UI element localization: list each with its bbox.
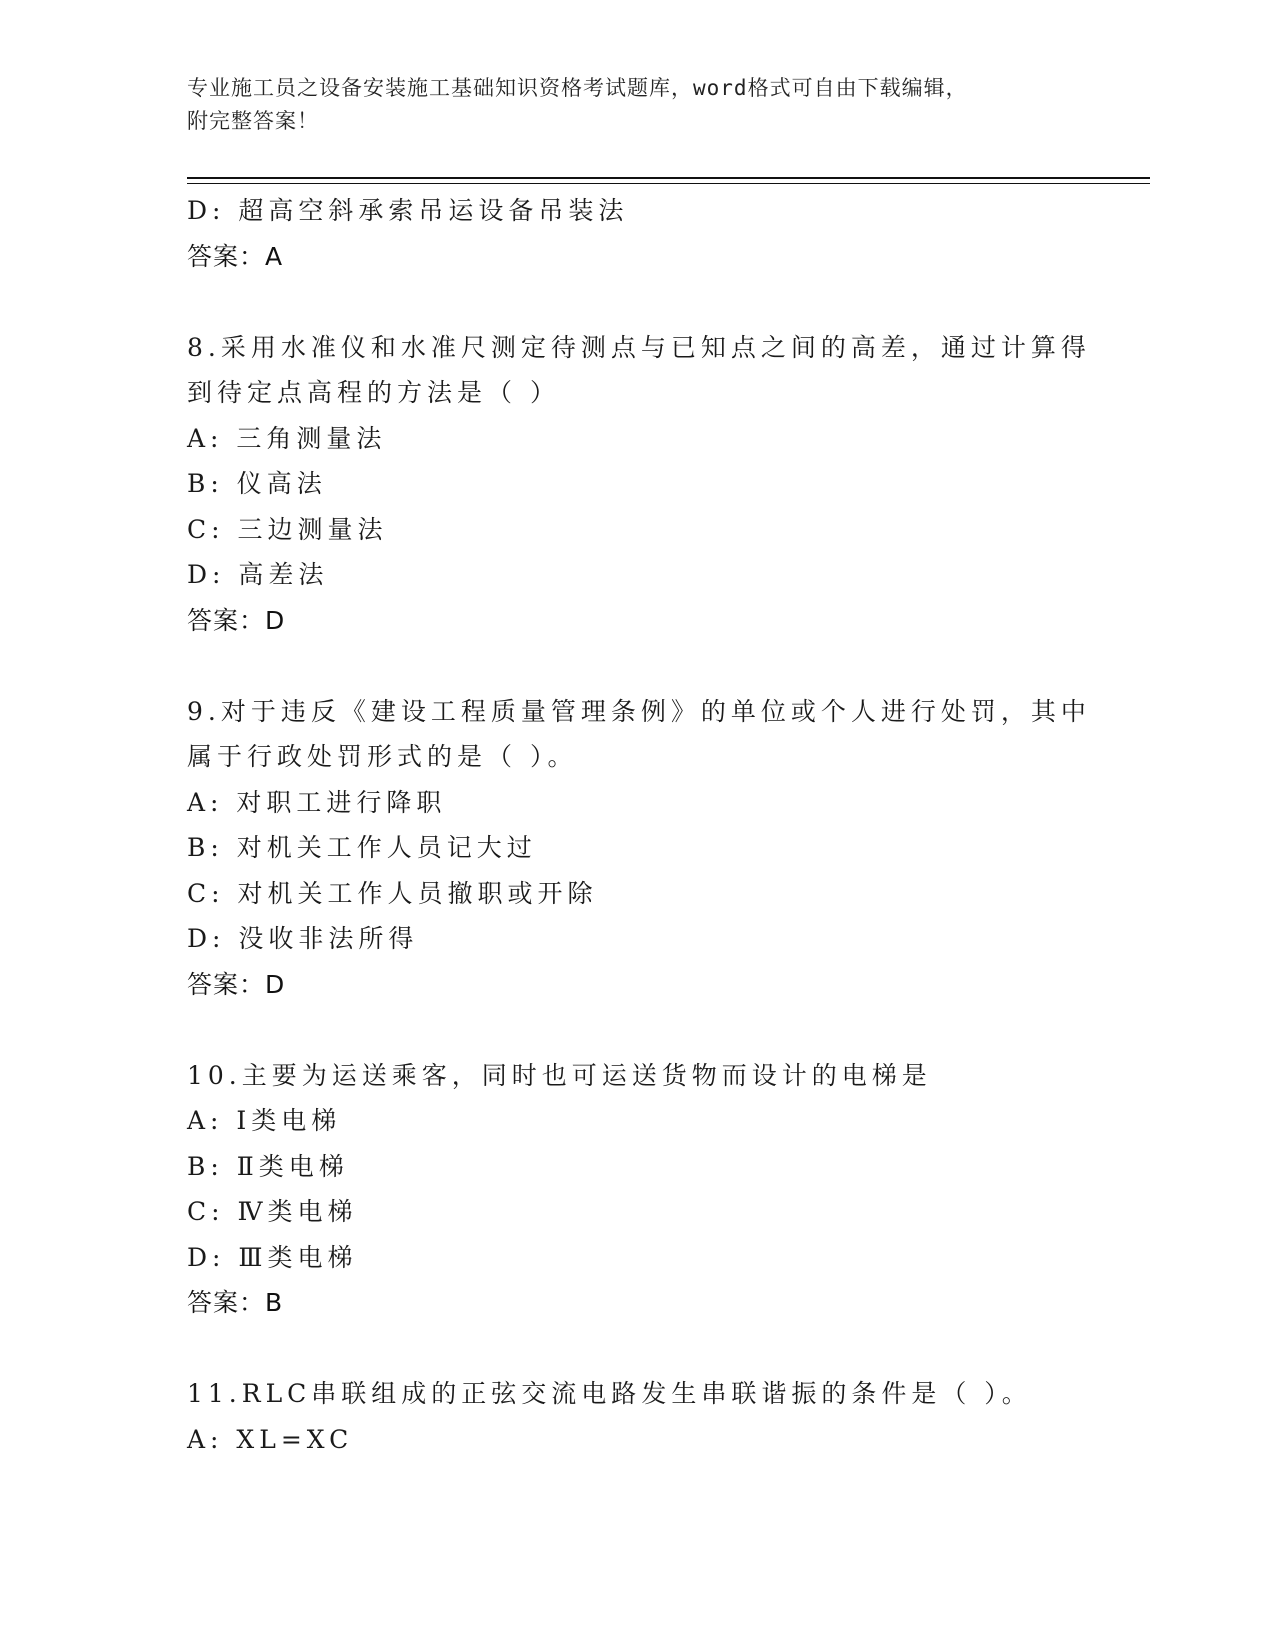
header-rule-thick (187, 177, 1150, 179)
answer-line: 答案：D (187, 605, 286, 635)
option-b: B: 对机关工作人员记大过 (187, 833, 537, 862)
answer-line: 答案：A (187, 241, 284, 271)
question-9 (187, 689, 1091, 1008)
question-stem-line: 11.RLC串联组成的正弦交流电路发生串联谐振的条件是（ ）。 (187, 1379, 1032, 1408)
question-8 (187, 325, 1091, 644)
option-c: C: 三边测量法 (187, 514, 388, 544)
question-stem-line: 到待定点高程的方法是（ ） (187, 378, 560, 407)
header-line-2: 附完整答案！ (187, 109, 319, 133)
option-c: C: Ⅳ类电梯 (187, 1197, 358, 1226)
option-d: D: Ⅲ类电梯 (187, 1242, 358, 1272)
question-11 (187, 1371, 1087, 1462)
question-stem-line: 10.主要为运送乘客，同时也可运送货物而设计的电梯是 (187, 1060, 932, 1090)
document-header (187, 72, 1067, 138)
question-fragment-7 (187, 188, 1087, 279)
question-stem-line: 属于行政处罚形式的是（ ）。 (187, 742, 578, 771)
answer-line: 答案：B (187, 1288, 284, 1317)
option-a: A: 对职工进行降职 (187, 787, 447, 817)
question-10 (187, 1053, 1087, 1326)
option-c: C: 对机关工作人员撤职或开除 (187, 878, 598, 908)
spacer (187, 643, 1087, 689)
question-stem-line: 8.采用水准仪和水准尺测定待测点与已知点之间的高差，通过计算得 (187, 332, 1091, 362)
question-stem-line: 9.对于违反《建设工程质量管理条例》的单位或个人进行处罚，其中 (187, 696, 1091, 726)
spacer (187, 1007, 1087, 1053)
answer-line: 答案：D (187, 969, 286, 999)
option-d: D: 超高空斜承索吊运设备吊装法 (187, 196, 629, 225)
option-d: D: 没收非法所得 (187, 924, 419, 953)
question-list (187, 188, 1091, 1462)
header-rule-thin (187, 183, 1150, 184)
option-b: B: Ⅱ类电梯 (187, 1151, 349, 1181)
option-a: A: 三角测量法 (187, 423, 387, 453)
header-line-1: 专业施工员之设备安装施工基础知识资格考试题库，word格式可自由下载编辑， (187, 76, 968, 100)
option-d: D: 高差法 (187, 560, 329, 589)
option-a: A: XL=XC (187, 1424, 354, 1454)
option-b: B: 仪高法 (187, 469, 327, 498)
option-a: A: Ⅰ类电梯 (187, 1106, 342, 1135)
spacer (187, 1326, 1087, 1372)
spacer (187, 279, 1087, 325)
